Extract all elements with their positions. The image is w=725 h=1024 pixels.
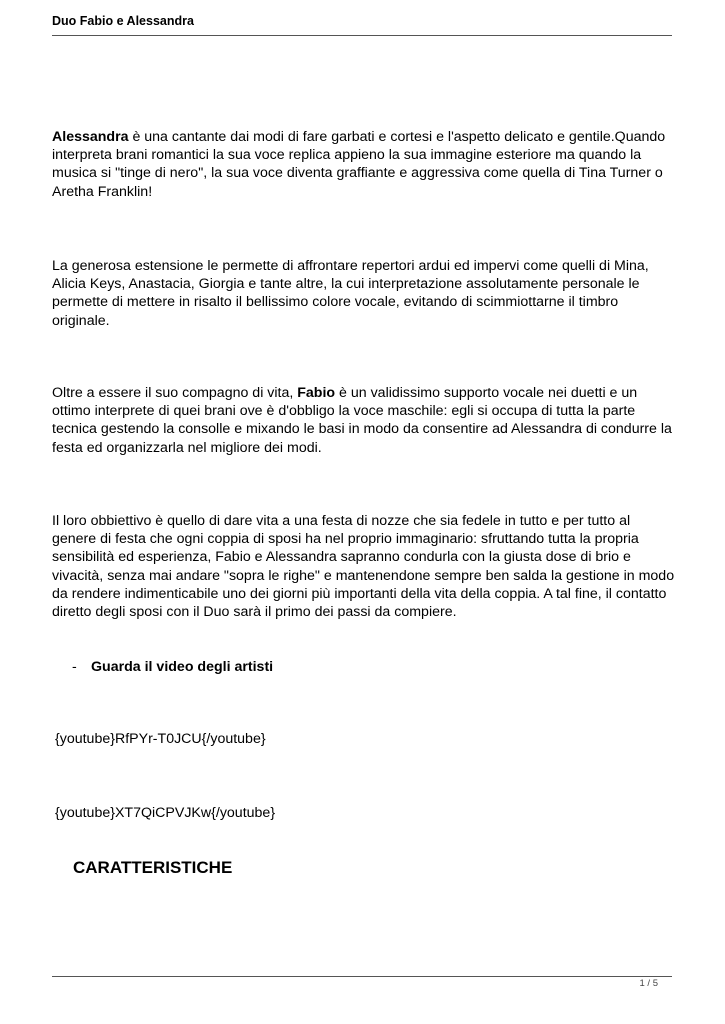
header-divider [52, 35, 672, 36]
page-number: 1 / 5 [639, 978, 658, 989]
paragraph-obbiettivo [52, 512, 677, 621]
paragraph-fabio [52, 384, 677, 457]
video-list-item [72, 658, 273, 676]
section-heading: CARATTERISTICHE [73, 858, 233, 877]
paragraph-text: La generosa estensione le permette di affrontare repertori ardui ed impervi come quelli di Mina, Alicia Keys, Anastacia, Giorgia e tante altre, la cui interpretazione assolutamente personale le permette di mettere in risalto il bellissimo colore vocale, evitando di scimmiottarne il timbro originale. [52, 258, 649, 329]
paragraph-alessandra [52, 128, 677, 201]
video-link[interactable]: Guarda il video degli artisti [91, 659, 274, 675]
youtube-embed-code: {youtube}RfPYr-T0JCU{/youtube} [55, 731, 266, 747]
paragraph-bold-name: Fabio [297, 385, 336, 401]
paragraph-text: è una cantante dai modi di fare garbati e cortesi e l'aspetto delicato e gentile.Quando interpreta brani romantici la sua voce replica appieno la sua immagine esteriore ma quando la musica si "tinge di nero", la sua voce diventa graffiante e aggressiva come quella di Tina Turner o Aretha Franklin! [52, 129, 666, 200]
paragraph-text-before: Oltre a essere il suo compagno di vita, [52, 385, 298, 401]
paragraph-text: Il loro obbiettivo è quello di dare vita a una festa di nozze che sia fedele in tutto e per tutto al genere di festa che ogni coppia di sposi ha nel proprio immaginario: sfruttando tutta la propria sensibilità ed esperienza, Fabio e Alessandra sapranno condurla con la giusta dose di brio e vivacità, senza mai andare "sopra le righe" e mantenendone sempre ben salda la gestione in modo da rendere indimenticabile uno dei giorni più importanti della vita della coppia. A tal fine, il contatto diretto degli sposi con il Duo sarà il primo dei passi da compiere. [52, 513, 675, 621]
paragraph-lead-name: Alessandra [52, 129, 129, 145]
paragraph-estensione [52, 257, 677, 330]
bullet-marker: - [72, 659, 77, 675]
youtube-embed-code: {youtube}XT7QiCPVJKw{/youtube} [55, 805, 276, 821]
paragraph-text-after: è un validissimo supporto vocale nei duetti e un ottimo interprete di quei brani ove è d'obbligo la voce maschile: egli si occupa di tutta la parte tecnica gestendo la consolle e mixando le basi in modo da consentire ad Alessandra di condurre la festa ed organizzarla nel migliore dei modi. [52, 385, 672, 456]
footer-divider [52, 976, 672, 977]
document-header-title: Duo Fabio e Alessandra [52, 14, 194, 28]
